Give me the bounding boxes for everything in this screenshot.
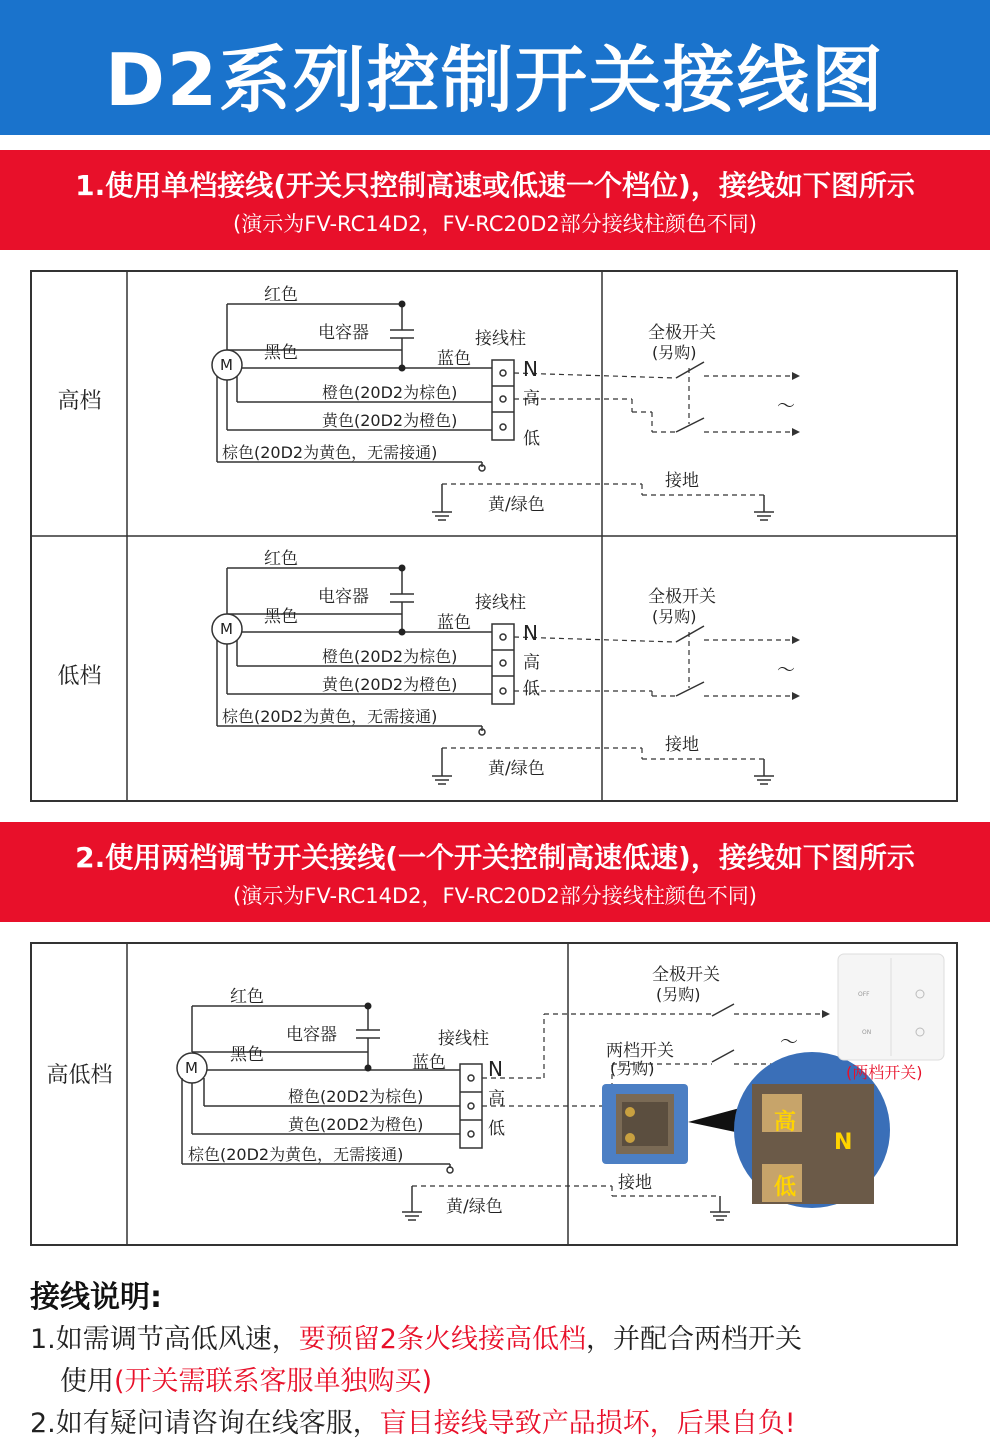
label-black-wire: 黑色	[264, 607, 298, 627]
label-low-terminal: 低	[523, 679, 540, 699]
high-speed-wiring	[212, 285, 800, 520]
wiring-notes	[30, 1272, 970, 1442]
label-two-gang-switch: 两档开关	[606, 1041, 674, 1061]
label-red-wire: 红色	[230, 987, 264, 1007]
label-earth-wire: 黄/绿色	[488, 759, 545, 779]
section2-banner	[0, 822, 990, 922]
label-high-terminal: 高	[523, 653, 540, 673]
label-orange-wire: 橙色(20D2为棕色)	[322, 383, 458, 402]
note-line-3	[30, 1406, 970, 1442]
label-high-terminal: 高	[488, 1089, 505, 1109]
two-speed-diagram	[32, 944, 956, 1244]
label-terminal: 接线柱	[475, 593, 526, 613]
ac-symbol: ～	[777, 396, 795, 417]
single-speed-panel	[30, 270, 958, 802]
label-yellow-wire: 黄色(20D2为橙色)	[322, 675, 458, 694]
label-ground: 接地	[618, 1173, 652, 1193]
label-yellow-wire: 黄色(20D2为橙色)	[322, 411, 458, 430]
switch-on-label: ON	[862, 1029, 872, 1036]
label-ground: 接地	[665, 735, 699, 755]
label-all-pole-switch: 全极开关	[648, 323, 716, 343]
note3-text: 2.如有疑问请咨询在线客服，	[30, 1408, 380, 1439]
label-terminal: 接线柱	[475, 329, 526, 349]
label-neutral: N	[523, 621, 538, 645]
label-brown-wire: 棕色(20D2为黄色，无需接通)	[222, 707, 438, 726]
motor-symbol: M	[185, 1059, 198, 1077]
label-capacitor: 电容器	[318, 323, 369, 343]
label-purchase-separately: (另购)	[656, 985, 701, 1004]
label-purchase-separately: (另购)	[652, 343, 697, 362]
motor-symbol: M	[220, 356, 233, 374]
photo-label-high: 高	[774, 1110, 797, 1135]
row-label-both: 高低档	[46, 1063, 113, 1088]
label-high-terminal: 高	[523, 389, 540, 409]
label-all-pole-switch: 全极开关	[648, 587, 716, 607]
row-label-high: 高档	[57, 389, 102, 414]
wall-switch-image	[838, 954, 944, 1060]
single-speed-diagram	[32, 272, 956, 800]
section1-banner	[0, 150, 990, 250]
section1-subheading: (演示为FV-RC14D2，FV-RC20D2部分接线柱颜色不同)	[233, 212, 757, 236]
label-black-wire: 黑色	[264, 343, 298, 363]
label-blue-wire: 蓝色	[437, 613, 471, 633]
label-blue-wire: 蓝色	[437, 349, 471, 369]
label-brown-wire: 棕色(20D2为黄色，无需接通)	[222, 443, 438, 462]
title-banner	[0, 0, 990, 135]
label-red-wire: 红色	[264, 549, 298, 569]
low-speed-wiring	[212, 549, 800, 784]
note2-emphasis: (开关需联系客服单独购买)	[114, 1366, 433, 1397]
motor-symbol: M	[220, 620, 233, 638]
note-line-2	[30, 1364, 970, 1400]
photo-label-low: 低	[774, 1175, 797, 1200]
section1-heading: 1.使用单档接线(开关只控制高速或低速一个档位)，接线如下图所示	[75, 169, 915, 202]
label-low-terminal: 低	[488, 1119, 505, 1139]
label-blue-wire: 蓝色	[412, 1053, 446, 1073]
label-orange-wire: 橙色(20D2为棕色)	[288, 1087, 424, 1106]
note1-emphasis: 要预留2条火线接高低档	[298, 1324, 586, 1355]
label-purchase-separately-2: (另购)	[610, 1059, 655, 1078]
page-title: D2系列控制开关接线图	[105, 38, 885, 122]
label-all-pole-switch: 全极开关	[652, 965, 720, 985]
label-neutral: N	[488, 1057, 503, 1081]
label-earth-wire: 黄/绿色	[446, 1197, 503, 1217]
ac-symbol: ～	[777, 660, 795, 681]
label-red-wire: 红色	[264, 285, 298, 305]
label-capacitor: 电容器	[286, 1025, 337, 1045]
label-brown-wire: 棕色(20D2为黄色，无需接通)	[188, 1145, 404, 1164]
label-black-wire: 黑色	[230, 1045, 264, 1065]
label-capacitor: 电容器	[318, 587, 369, 607]
label-earth-wire: 黄/绿色	[488, 495, 545, 515]
two-speed-panel	[30, 942, 958, 1246]
label-ground: 接地	[665, 471, 699, 491]
note-line-1	[30, 1322, 970, 1358]
label-terminal: 接线柱	[438, 1029, 489, 1049]
note1-text: 1.如需调节高低风速，	[30, 1324, 299, 1355]
label-yellow-wire: 黄色(20D2为橙色)	[288, 1115, 424, 1134]
note1-tail: ，并配合两档开关	[585, 1324, 802, 1355]
section2-subheading: (演示为FV-RC14D2，FV-RC20D2部分接线柱颜色不同)	[233, 884, 757, 908]
label-orange-wire: 橙色(20D2为棕色)	[322, 647, 458, 666]
photo-label-neutral: N	[834, 1130, 853, 1155]
notes-title: 接线说明:	[30, 1280, 162, 1315]
label-purchase-separately: (另购)	[652, 607, 697, 626]
row-label-low: 低档	[57, 664, 102, 689]
ac-symbol: ～	[780, 1032, 798, 1053]
label-low-terminal: 低	[523, 429, 540, 449]
label-neutral: N	[523, 357, 538, 381]
two-gang-caption: (两档开关)	[846, 1063, 923, 1082]
switch-off-label: OFF	[858, 991, 870, 998]
note3-emphasis: 盲目接线导致产品损坏，后果自负!	[379, 1408, 796, 1439]
note2-text: 使用	[60, 1366, 114, 1397]
section2-heading: 2.使用两档调节开关接线(一个开关控制高速低速)，接线如下图所示	[75, 841, 915, 874]
